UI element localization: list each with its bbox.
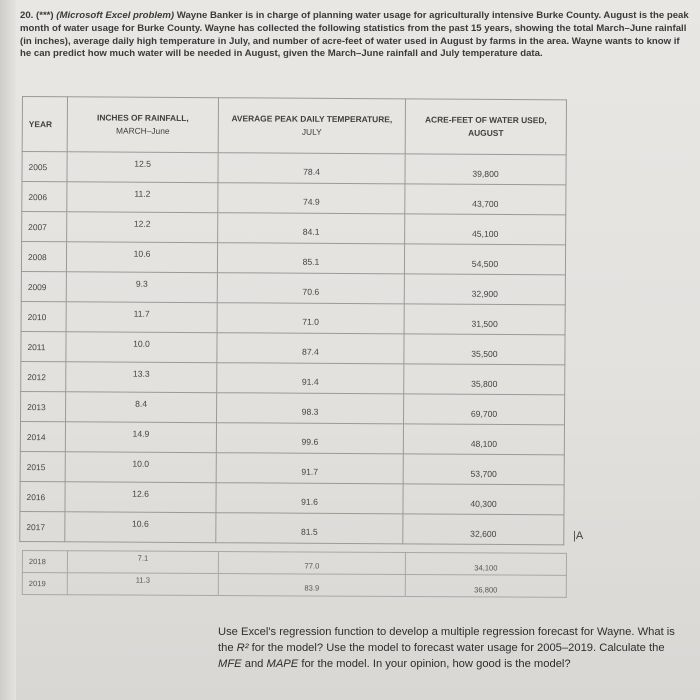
- table-row: [21, 391, 565, 424]
- rainfall-cell: 13.3: [66, 362, 217, 393]
- year-cell: 2009: [21, 271, 66, 301]
- water-cell: 53,700: [403, 454, 564, 485]
- water-cell: 34,100: [405, 553, 566, 576]
- water-cell: 69,700: [404, 394, 565, 425]
- temperature-cell: 87.4: [217, 333, 404, 364]
- temperature-cell: 77.0: [218, 552, 405, 575]
- temperature-cell: 91.4: [217, 363, 404, 394]
- table-row: [22, 212, 566, 245]
- year-cell: 2017: [20, 511, 65, 541]
- water-cell: 35,500: [404, 334, 565, 365]
- table-row: [20, 481, 564, 514]
- table-header-row: [22, 97, 566, 155]
- table-row: [20, 451, 564, 484]
- water-cell: 35,800: [404, 364, 565, 395]
- water-cell: 32,900: [404, 274, 565, 305]
- problem-text: Wayne Banker is in charge of planning water usage for agriculturally intensive Burke County. August is the peak month of water usage for Burke County. Wayne has collected the following statistics from the past 15 years, showing the total March–June rainfall (in inches), average daily high temperature in July, and number of acre-feet of water used in August by farms in the area. Wayne wants to know if he can predict how much water will be needed in August, given the March–June rainfall and July temperature data.: [20, 10, 689, 60]
- header-rainfall: INCHES OF RAINFALL, MARCH–June: [67, 97, 218, 153]
- rainfall-cell: 11.7: [66, 302, 217, 333]
- page-edge-shadow: [0, 0, 16, 700]
- table-row: [22, 152, 566, 185]
- temperature-cell: 78.4: [218, 153, 405, 184]
- rainfall-cell: 7.1: [67, 551, 218, 574]
- year-cell: 2010: [21, 301, 66, 331]
- year-cell: 2018: [22, 551, 67, 573]
- header-year: YEAR: [22, 97, 67, 152]
- header-temperature: AVERAGE PEAK DAILY TEMPERATURE, JULY: [218, 98, 405, 154]
- table-row: [21, 361, 565, 394]
- problem-source: (Microsoft Excel problem): [56, 10, 175, 21]
- year-cell: 2007: [22, 212, 67, 242]
- water-cell: 48,100: [403, 424, 564, 455]
- water-cell: 31,500: [404, 304, 565, 335]
- temperature-cell: 70.6: [217, 273, 404, 304]
- rainfall-cell: 10.6: [65, 512, 216, 543]
- problem-difficulty: (***): [36, 10, 54, 21]
- year-cell: 2014: [20, 421, 65, 451]
- rainfall-cell: 8.4: [66, 392, 217, 423]
- water-cell: 32,600: [403, 514, 564, 545]
- water-cell: 39,800: [405, 154, 566, 185]
- rainfall-cell: 10.0: [66, 332, 217, 363]
- table-row: [22, 182, 566, 215]
- rainfall-cell: 11.3: [67, 573, 218, 596]
- year-cell: 2006: [22, 182, 67, 212]
- table-row: [21, 331, 565, 364]
- temperature-cell: 91.7: [216, 453, 403, 484]
- temperature-cell: 81.5: [216, 513, 403, 544]
- rainfall-cell: 14.9: [65, 422, 216, 453]
- year-cell: 2016: [20, 481, 65, 511]
- temperature-cell: 85.1: [217, 243, 404, 274]
- year-cell: 2019: [22, 573, 67, 595]
- table-row: [20, 421, 564, 454]
- temperature-cell: 84.1: [218, 213, 405, 244]
- year-cell: 2011: [21, 331, 66, 361]
- temperature-cell: 71.0: [217, 303, 404, 334]
- year-cell: 2012: [21, 361, 66, 391]
- water-cell: 36,800: [405, 575, 566, 598]
- water-cell: 54,500: [404, 244, 565, 275]
- temperature-cell: 98.3: [217, 393, 404, 424]
- rainfall-cell: 10.0: [65, 452, 216, 483]
- rainfall-cell: 10.6: [66, 242, 217, 273]
- problem-number: 20.: [20, 10, 34, 21]
- temperature-cell: 99.6: [216, 423, 403, 454]
- table-row: [20, 511, 564, 544]
- rainfall-cell: 9.3: [66, 272, 217, 303]
- table-row: [22, 573, 566, 598]
- table-row: [21, 242, 565, 275]
- question-text: Use Excel's regression function to develop a multiple regression forecast for Wayne. What is the R² for the model? Use the model to forecast water usage for 2005–2019. Calculate the MFE and MAPE for the model. In your opinion, how good is the model?: [218, 626, 675, 670]
- problem-statement: [20, 10, 692, 61]
- water-cell: 40,300: [403, 484, 564, 515]
- temperature-cell: 91.6: [216, 483, 403, 514]
- year-cell: 2008: [21, 242, 66, 272]
- table-row: [21, 301, 565, 334]
- year-cell: 2013: [21, 391, 66, 421]
- data-table: [19, 96, 567, 545]
- header-water: ACRE-FEET OF WATER USED, AUGUST: [405, 99, 566, 155]
- water-cell: 43,700: [405, 184, 566, 215]
- rainfall-cell: 12.5: [67, 152, 218, 183]
- temperature-cell: 74.9: [218, 183, 405, 214]
- temperature-cell: 83.9: [218, 574, 405, 597]
- year-cell: 2015: [20, 451, 65, 481]
- table-row: [21, 271, 565, 304]
- water-cell: 45,100: [405, 214, 566, 245]
- data-table-continued: [22, 550, 567, 598]
- rainfall-cell: 12.2: [67, 212, 218, 243]
- rainfall-cell: 12.6: [65, 482, 216, 513]
- text-cursor-icon: |A: [573, 530, 584, 542]
- table-row: [22, 551, 566, 576]
- year-cell: 2005: [22, 152, 67, 182]
- rainfall-cell: 11.2: [67, 182, 218, 213]
